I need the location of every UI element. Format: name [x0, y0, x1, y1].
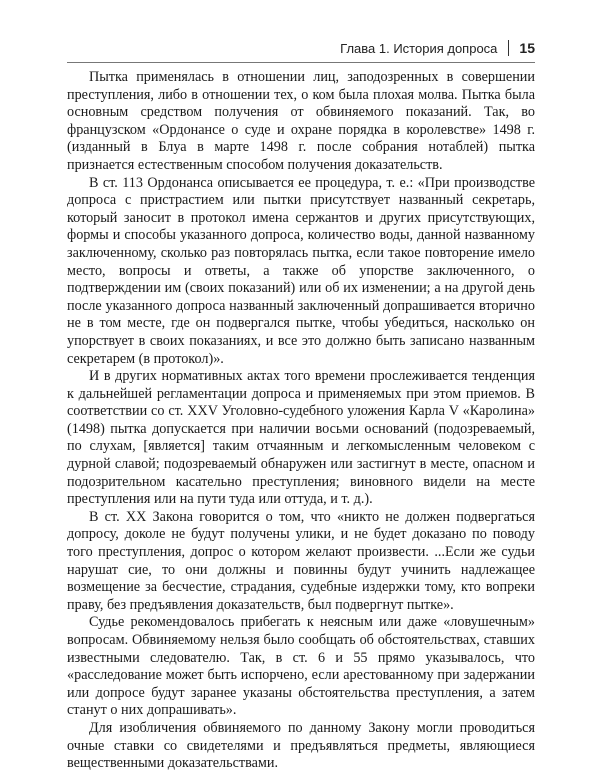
paragraph: В ст. XX Закона говорится о том, что «никто не должен подвергаться допросу, доколе не будут получены улики, и не будет доказано по поводу того преступления, допрос о котором желают произвести. ...Если же судьи нарушат сие, то они должны и повинны будут учинить надлежащее возмещение за бесчестие, страдания, судебные издержки тому, кто вопреки праву, без предъявления доказательств, был подвергнут пытке». [67, 508, 535, 613]
book-page [67, 0, 535, 772]
paragraph: В ст. 113 Ордонанса описывается ее процедура, т. е.: «При производстве допроса с пристрастием или пытки присутствует названный секретарь, который заносит в протокол имена сержантов и других присутствующих, формы и способы указанного допроса, количество воды, данной названному заключенному, сколько раз повторялась пытка, если такое повторение имело место, вопросы и ответы, а также об упорстве заключенного, о подтверждении им (своих показаний) или об их изменении; а на другой день после указанного допроса названный заключенный допрашивается вторично не в том месте, где он подвергался пытке, чтобы убедиться, насколько он упорствует в своих показаниях, и все это должно быть записано названным секретарем (в протокол)». [67, 174, 535, 367]
paragraph: Для изобличения обвиняемого по данному Закону могли проводиться очные ставки со свидетелями и предъявляться предметы, являющиеся вещественными доказательствами. [67, 719, 535, 772]
paragraph: Пытка применялась в отношении лиц, заподозренных в совершении преступления, либо в отношении тех, о ком была плохая молва. Пытка была основным средством получения от обвиняемого показаний. Так, во французском «Ордонансе о суде и охране порядка в королевстве» 1498 г. (изданный в Блуа в марте 1498 г. после собрания нотаблей) пытка признается естественным способом получения доказательств. [67, 69, 535, 173]
body-text [67, 69, 535, 773]
header-rule [67, 62, 535, 63]
paragraph: Судье рекомендовалось прибегать к неясным или даже «ловушечным» вопросам. Обвиняемому нельзя было сообщать об обстоятельствах, ставших известными следователю. Так, в ст. 6 и 55 прямо указывалось, что «расследование может быть испорчено, если арестованному при задержании или допросе будут заранее указаны обстоятельства преступления, а затем станут о них допрашивать». [67, 614, 535, 719]
paragraph: И в других нормативных актах того времени прослеживается тенденция к дальнейшей регламентации допроса и применяемых при этом приемов. В соответствии со ст. XXV Уголовно-судебного уложения Карла V «Каролина» (1498) пытка допускается при наличии восьми оснований (подозреваемый, по слухам, [является] таким отчаянным и легкомысленным человеком с дурной славой; подозреваемый обнаружен или застигнут в месте, опасном и подозрительном касательно преступления; виновного видели на месте преступления или на пути туда или оттуда, и т. д.). [67, 368, 535, 508]
chapter-title: Глава 1. История допроса [340, 40, 498, 56]
page-number: 15 [519, 40, 535, 56]
header-separator [508, 40, 509, 56]
running-header [340, 40, 535, 56]
